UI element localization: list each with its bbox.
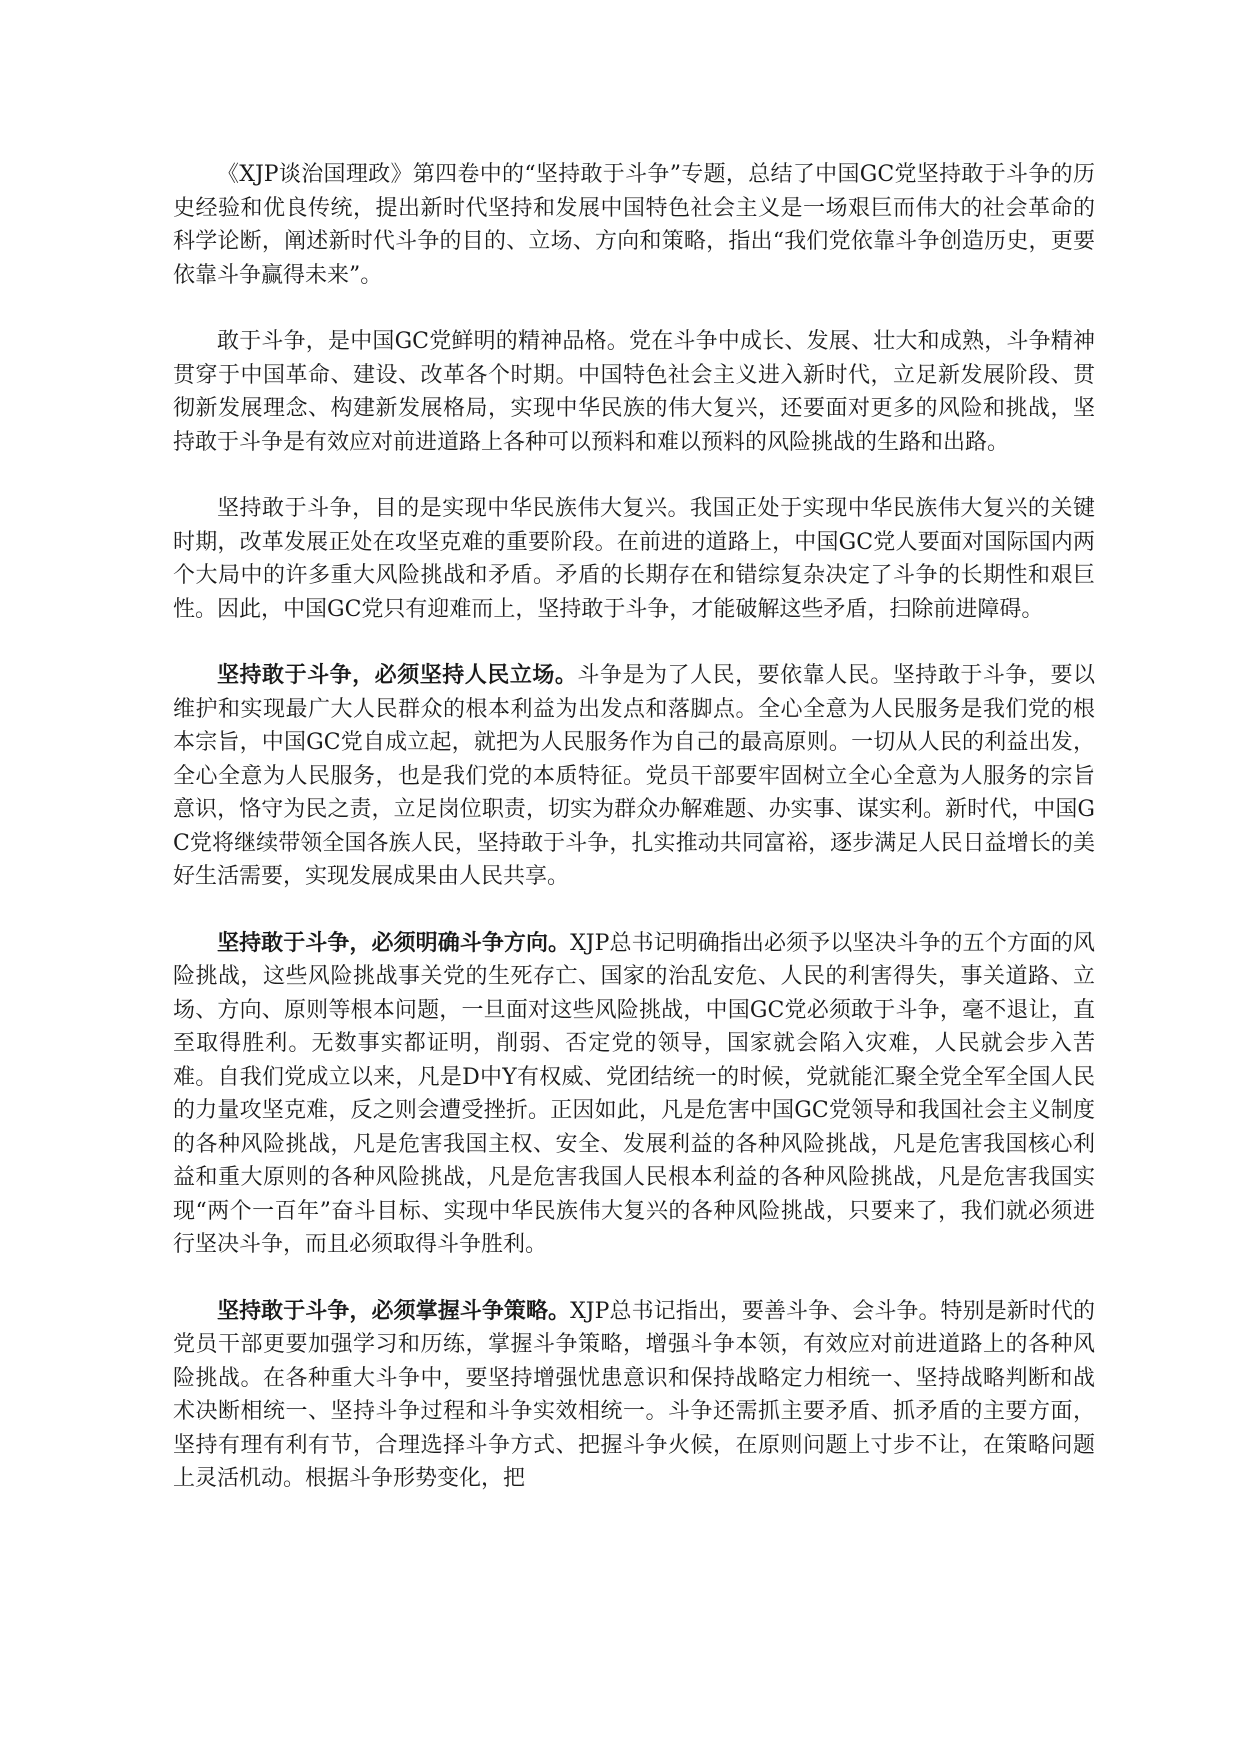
paragraph-text: 斗争是为了人民，要依靠人民。坚持敢于斗争，要以维护和实现最广大人民群众的根本利益为出发点和落脚点。全心全意为人民服务是我们党的根本宗旨，中国GC党自成立起，就把为人民服务作为自己的最高原则。一切从人民的利益出发，全心全意为人民服务，也是我们党的本质特征。党员干部要牢固树立全心全意为人服务的宗旨意识，恪守为民之责，立足岗位职责，切实为群众办解难题、办实事、谋实利。新时代，中国GC党将继续带领全国各族人民，坚持敢于斗争，扎实推动共同富裕，逐步满足人民日益增长的美好生活需要，实现发展成果由人民共享。 <box>173 663 1095 889</box>
paragraph-4 <box>173 659 1095 894</box>
paragraph-6 <box>173 1295 1095 1496</box>
document-body <box>173 158 1095 1529</box>
paragraph-lead: 坚持敢于斗争，必须明确斗争方向。 <box>217 929 571 956</box>
paragraph-3 <box>173 492 1095 626</box>
paragraph-1 <box>173 158 1095 292</box>
paragraph-text: XJP总书记指出，要善斗争、会斗争。特别是新时代的党员干部更要加强学习和历练，掌握斗争策略，增强斗争本领，有效应对前进道路上的各种风险挑战。在各种重大斗争中，要坚持增强忧患意识和保持战略定力相统一、坚持战略判断和战术决断相统一、坚持斗争过程和斗争实效相统一。斗争还需抓主要矛盾、抓矛盾的主要方面，坚持有理有利有节，合理选择斗争方式、把握斗争火候，在原则问题上寸步不让，在策略问题上灵活机动。根据斗争形势变化，把 <box>173 1298 1095 1491</box>
paragraph-text: 敢于斗争，是中国GC党鲜明的精神品格。党在斗争中成长、发展、壮大和成熟，斗争精神贯穿于中国革命、建设、改革各个时期。中国特色社会主义进入新时代，立足新发展阶段、贯彻新发展理念、构建新发展格局，实现中华民族的伟大复兴，还要面对更多的风险和挑战，坚持敢于斗争是有效应对前进道路上各种可以预料和难以预料的风险挑战的生路和出路。 <box>173 329 1095 455</box>
paragraph-text: 《XJP谈治国理政》第四卷中的“坚持敢于斗争”专题，总结了中国GC党坚持敢于斗争的历史经验和优良传统，提出新时代坚持和发展中国特色社会主义是一场艰巨而伟大的社会革命的科学论断，阐述新时代斗争的目的、立场、方向和策略，指出“我们党依靠斗争创造历史，更要依靠斗争赢得未来”。 <box>173 162 1095 288</box>
paragraph-text: 坚持敢于斗争，目的是实现中华民族伟大复兴。我国正处于实现中华民族伟大复兴的关键时期，改革发展正处在攻坚克难的重要阶段。在前进的道路上，中国GC党人要面对国际国内两个大局中的许多重大风险挑战和矛盾。矛盾的长期存在和错综复杂决定了斗争的长期性和艰巨性。因此，中国GC党只有迎难而上，坚持敢于斗争，才能破解这些矛盾，扫除前进障碍。 <box>173 496 1095 622</box>
paragraph-lead: 坚持敢于斗争，必须掌握斗争策略。 <box>217 1297 571 1324</box>
paragraph-text: XJP总书记明确指出必须予以坚决斗争的五个方面的风险挑战，这些风险挑战事关党的生死存亡、国家的治乱安危、人民的利害得失，事关道路、立场、方向、原则等根本问题，一旦面对这些风险挑战，中国GC党必须敢于斗争，毫不退让，直至取得胜利。无数事实都证明，削弱、否定党的领导，国家就会陷入灾难，人民就会步入苦难。自我们党成立以来，凡是D中Y有权威、党团结统一的时候，党就能汇聚全党全军全国人民的力量攻坚克难，反之则会遭受挫折。正因如此，凡是危害中国GC党领导和我国社会主义制度的各种风险挑战，凡是危害我国主权、安全、发展利益的各种风险挑战，凡是危害我国核心利益和重大原则的各种风险挑战，凡是危害我国人民根本利益的各种风险挑战，凡是危害我国实现“两个一百年”奋斗目标、实现中华民族伟大复兴的各种风险挑战，只要来了，我们就必须进行坚决斗争，而且必须取得斗争胜利。 <box>173 930 1095 1257</box>
paragraph-lead: 坚持敢于斗争，必须坚持人民立场。 <box>217 662 578 688</box>
paragraph-2 <box>173 325 1095 459</box>
paragraph-5 <box>173 927 1095 1262</box>
